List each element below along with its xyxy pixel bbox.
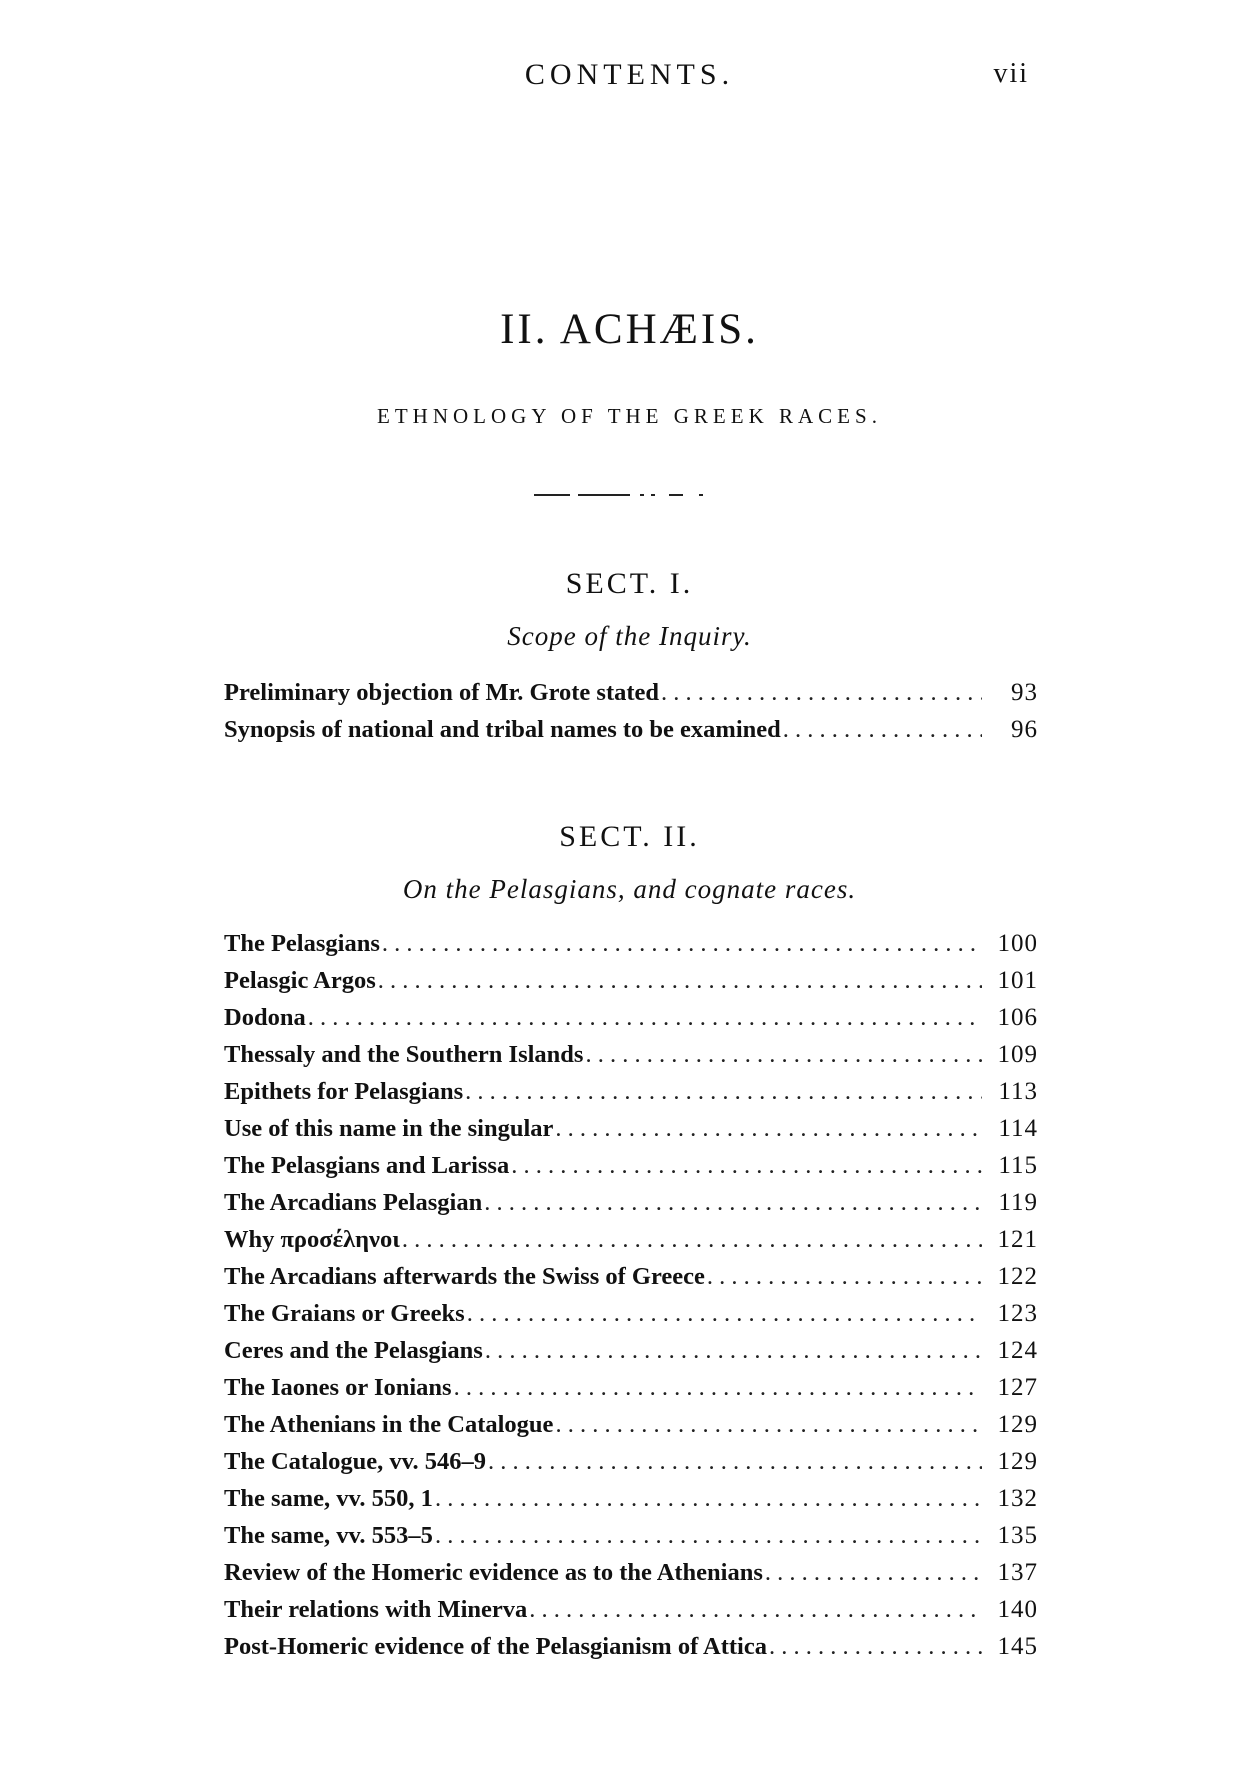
toc-entry-title: The Arcadians Pelasgian bbox=[224, 1189, 483, 1216]
toc-entry[interactable] bbox=[224, 1147, 1038, 1184]
toc-entry[interactable] bbox=[224, 1073, 1038, 1110]
section-2-heading: SECT. II. bbox=[559, 820, 700, 853]
toc-entry-title: Ceres and the Pelasgians bbox=[224, 1337, 483, 1364]
part-heading: II. ACHÆIS. bbox=[500, 306, 759, 353]
page-number: vii bbox=[993, 58, 1029, 89]
toc-entry-title: Why προσέληνοι bbox=[224, 1226, 400, 1253]
dot-leader bbox=[454, 1369, 982, 1406]
toc-entry-page: 106 bbox=[997, 1004, 1038, 1031]
running-title: CONTENTS. bbox=[524, 58, 735, 91]
dot-leader bbox=[484, 1184, 982, 1221]
toc-entry-page: 145 bbox=[997, 1633, 1038, 1660]
toc-entry[interactable] bbox=[224, 1184, 1038, 1221]
dot-leader bbox=[402, 1221, 982, 1258]
toc-entry-page: 137 bbox=[997, 1559, 1038, 1586]
toc-entry-title: The same, vv. 550, 1 bbox=[224, 1485, 433, 1512]
toc-entry[interactable] bbox=[224, 925, 1038, 962]
toc-entry-page: 113 bbox=[998, 1078, 1038, 1105]
toc-entry-title: The Graians or Greeks bbox=[224, 1300, 465, 1327]
toc-entry-page: 123 bbox=[997, 1300, 1038, 1327]
toc-entry-page: 127 bbox=[997, 1374, 1038, 1401]
toc-entry-title: The Iaones or Ionians bbox=[224, 1374, 452, 1401]
toc-entry[interactable] bbox=[224, 674, 1038, 711]
toc-entry-title: Preliminary objection of Mr. Grote stated bbox=[224, 679, 660, 706]
toc-entry-title: Post-Homeric evidence of the Pelasgianism of Attica bbox=[224, 1633, 767, 1660]
dot-leader bbox=[529, 1591, 982, 1628]
toc-entry-page: 121 bbox=[997, 1226, 1038, 1253]
toc-entry[interactable] bbox=[224, 1221, 1038, 1258]
toc-entry-title: The Athenians in the Catalogue bbox=[224, 1411, 554, 1438]
toc-entry-title: The same, vv. 553–5 bbox=[224, 1522, 433, 1549]
toc-entry[interactable] bbox=[224, 1110, 1038, 1147]
dot-leader bbox=[465, 1073, 982, 1110]
dot-leader bbox=[488, 1443, 982, 1480]
toc-entry[interactable] bbox=[224, 1517, 1038, 1554]
toc-entry[interactable] bbox=[224, 1628, 1038, 1665]
toc-entry-title: Their relations with Minerva bbox=[224, 1596, 528, 1623]
dot-leader bbox=[485, 1332, 982, 1369]
dot-leader bbox=[435, 1480, 982, 1517]
ornamental-rule bbox=[534, 493, 709, 497]
toc-entry-page: 101 bbox=[997, 967, 1038, 994]
toc-entry[interactable] bbox=[224, 999, 1038, 1036]
dot-leader bbox=[783, 711, 982, 748]
toc-entry[interactable] bbox=[224, 1480, 1038, 1517]
section-1-subheading: Scope of the Inquiry. bbox=[507, 621, 752, 651]
dot-leader bbox=[435, 1517, 982, 1554]
toc-entry-title: The Pelasgians bbox=[224, 930, 380, 957]
toc-entry-title: Review of the Homeric evidence as to the Athenians bbox=[224, 1559, 763, 1586]
toc-entry[interactable] bbox=[224, 1332, 1038, 1369]
dot-leader bbox=[585, 1036, 982, 1073]
dot-leader bbox=[308, 999, 982, 1036]
dot-leader bbox=[511, 1147, 982, 1184]
dot-leader bbox=[765, 1554, 982, 1591]
toc-entry-title: Dodona bbox=[224, 1004, 306, 1031]
toc-entry-page: 132 bbox=[997, 1485, 1038, 1512]
toc-entry[interactable] bbox=[224, 1554, 1038, 1591]
toc-entry[interactable] bbox=[224, 962, 1038, 999]
toc-entry[interactable] bbox=[224, 1036, 1038, 1073]
toc-entry-page: 124 bbox=[997, 1337, 1038, 1364]
section-1-toc bbox=[224, 674, 1038, 748]
toc-entry-page: 100 bbox=[997, 930, 1038, 957]
dot-leader bbox=[378, 962, 982, 999]
dot-leader bbox=[555, 1406, 982, 1443]
toc-entry[interactable] bbox=[224, 1591, 1038, 1628]
toc-entry[interactable] bbox=[224, 1369, 1038, 1406]
toc-entry[interactable] bbox=[224, 1258, 1038, 1295]
section-1-heading: SECT. I. bbox=[565, 567, 694, 600]
toc-entry-page: 115 bbox=[998, 1152, 1038, 1179]
toc-entry-page: 129 bbox=[997, 1411, 1038, 1438]
section-2-toc bbox=[224, 925, 1038, 1665]
toc-entry[interactable] bbox=[224, 1406, 1038, 1443]
toc-entry[interactable] bbox=[224, 1295, 1038, 1332]
toc-entry-title: The Pelasgians and Larissa bbox=[224, 1152, 510, 1179]
toc-entry-page: 119 bbox=[998, 1189, 1038, 1216]
dot-leader bbox=[661, 674, 982, 711]
toc-entry-title: The Catalogue, vv. 546–9 bbox=[224, 1448, 487, 1475]
toc-entry-page: 93 bbox=[1011, 679, 1038, 706]
section-2-subheading: On the Pelasgians, and cognate races. bbox=[402, 874, 857, 904]
dot-leader bbox=[707, 1258, 982, 1295]
toc-entry-title: Use of this name in the singular bbox=[224, 1115, 554, 1142]
toc-entry-page: 96 bbox=[1011, 716, 1038, 743]
toc-entry-page: 129 bbox=[997, 1448, 1038, 1475]
toc-entry-page: 114 bbox=[998, 1115, 1038, 1142]
toc-entry-page: 135 bbox=[997, 1522, 1038, 1549]
dot-leader bbox=[769, 1628, 982, 1665]
toc-entry-title: Epithets for Pelasgians bbox=[224, 1078, 464, 1105]
toc-entry-page: 109 bbox=[997, 1041, 1038, 1068]
dot-leader bbox=[555, 1110, 982, 1147]
toc-entry[interactable] bbox=[224, 1443, 1038, 1480]
dot-leader bbox=[467, 1295, 982, 1332]
toc-entry-page: 122 bbox=[997, 1263, 1038, 1290]
toc-entry-title: Pelasgic Argos bbox=[224, 967, 376, 994]
toc-entry-title: Thessaly and the Southern Islands bbox=[224, 1041, 584, 1068]
toc-entry-page: 140 bbox=[997, 1596, 1038, 1623]
toc-entry-title: Synopsis of national and tribal names to be examined bbox=[224, 716, 781, 743]
toc-entry[interactable] bbox=[224, 711, 1038, 748]
dot-leader bbox=[382, 925, 982, 962]
toc-entry-title: The Arcadians afterwards the Swiss of Greece bbox=[224, 1263, 705, 1290]
part-subheading: ETHNOLOGY OF THE GREEK RACES. bbox=[377, 404, 882, 428]
